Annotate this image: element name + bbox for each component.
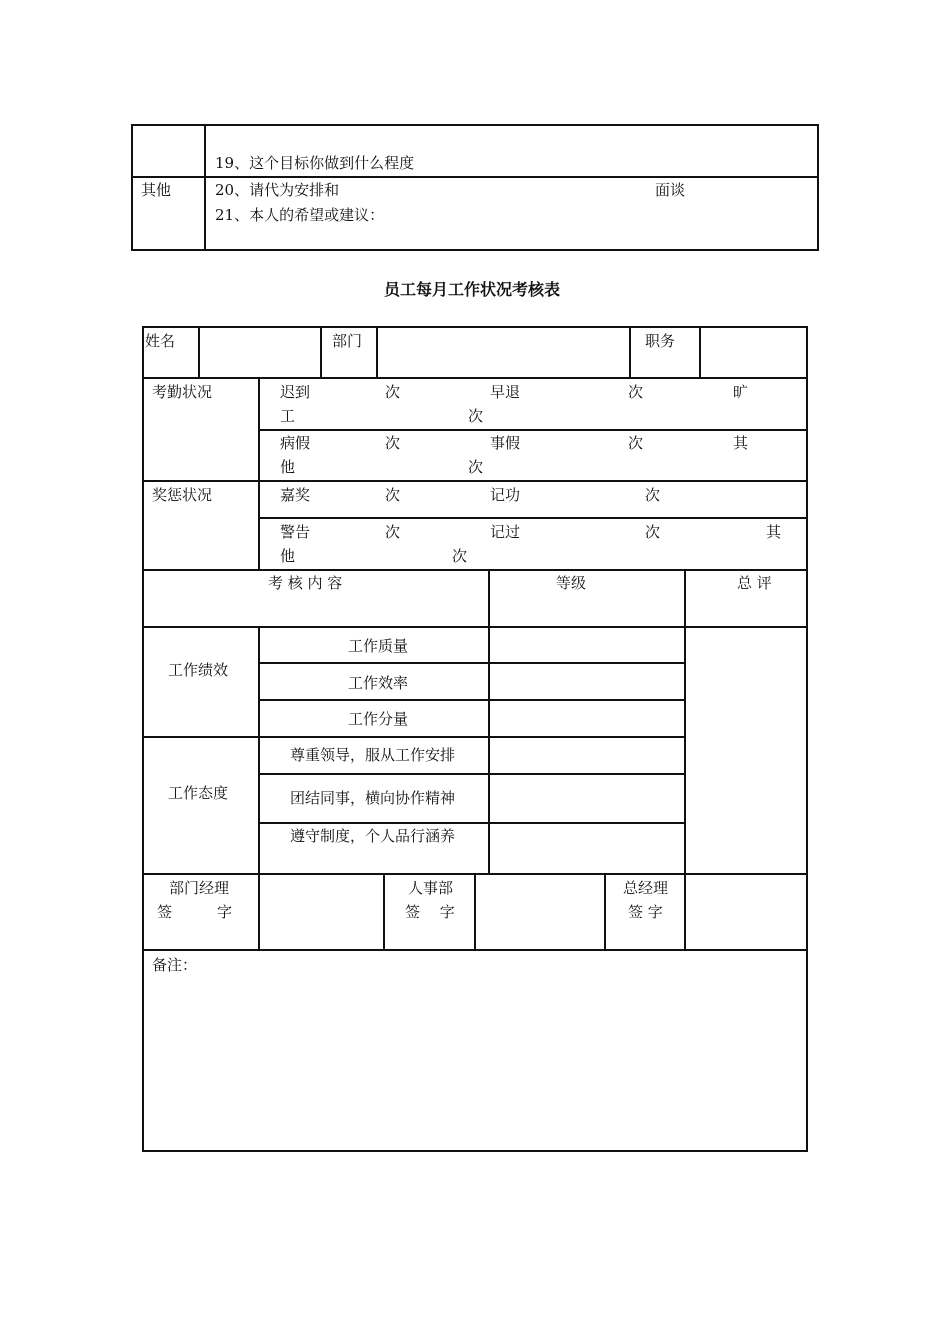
item-21-text: 21、本人的希望或建议： (215, 206, 385, 224)
merit-label: 记功 (490, 486, 521, 504)
times-unit: 次 (468, 458, 484, 476)
dept-field[interactable] (379, 329, 628, 376)
dept-manager-label: 部门经理 (169, 879, 230, 897)
dept-manager-signature-field[interactable] (261, 876, 382, 948)
overall-field[interactable] (687, 629, 805, 872)
times-unit: 次 (645, 523, 661, 541)
personal-leave-label: 事假 (490, 434, 521, 452)
hr-signature-field[interactable] (477, 876, 603, 948)
times-unit: 次 (385, 486, 401, 504)
times-unit: 次 (628, 383, 644, 401)
item-20-suffix: 面谈 (655, 181, 686, 199)
sick-leave-label: 病假 (280, 434, 311, 452)
efficiency-grade-field[interactable] (491, 665, 683, 698)
other-label-part1: 其 (733, 434, 749, 452)
item-19-text: 19、这个目标你做到什么程度 (215, 154, 415, 172)
teamwork-item: 团结同事，横向协作精神 (290, 789, 456, 807)
absent-label-part2: 工 (280, 407, 296, 425)
discipline-item: 遵守制度，个人品行涵养 (290, 827, 456, 845)
gm-sign-label: 签 字 (628, 903, 663, 921)
name-field[interactable] (201, 329, 319, 376)
quality-item: 工作质量 (348, 637, 409, 655)
gm-label: 总经理 (623, 879, 669, 897)
name-label: 姓名 (145, 332, 176, 350)
times-unit: 次 (645, 486, 661, 504)
attitude-label: 工作态度 (168, 784, 229, 802)
early-leave-label: 早退 (490, 383, 521, 401)
times-unit: 次 (385, 383, 401, 401)
late-label: 迟到 (280, 383, 311, 401)
hr-sign-label: 签 字 (405, 903, 455, 921)
times-unit: 次 (468, 407, 484, 425)
workload-grade-field[interactable] (491, 702, 683, 735)
content-header: 考 核 内 容 (268, 574, 343, 592)
teamwork-grade-field[interactable] (491, 776, 683, 821)
rewards-label: 奖惩状况 (152, 486, 213, 504)
position-label: 职务 (645, 332, 676, 350)
remarks-field[interactable] (145, 978, 805, 1148)
performance-label: 工作绩效 (168, 661, 229, 679)
respect-grade-field[interactable] (491, 739, 683, 772)
quality-grade-field[interactable] (491, 629, 683, 661)
discipline-grade-field[interactable] (491, 825, 683, 872)
efficiency-item: 工作效率 (348, 674, 409, 692)
warning-label: 警告 (280, 523, 311, 541)
times-unit: 次 (452, 547, 468, 565)
demerit-label: 记过 (490, 523, 521, 541)
gm-signature-field[interactable] (687, 876, 805, 948)
item-20-text: 20、请代为安排和 (215, 181, 340, 199)
other-label-part1: 其 (766, 523, 782, 541)
hr-label: 人事部 (408, 879, 454, 897)
absent-label-part1: 旷 (733, 383, 749, 401)
grade-header: 等级 (556, 574, 587, 592)
times-unit: 次 (385, 434, 401, 452)
overall-header: 总 评 (737, 574, 772, 592)
form-title: 员工每月工作状况考核表 (384, 280, 561, 299)
times-unit: 次 (628, 434, 644, 452)
other-label: 其他 (141, 181, 172, 199)
times-unit: 次 (385, 523, 401, 541)
praise-label: 嘉奖 (280, 486, 311, 504)
respect-item: 尊重领导，服从工作安排 (290, 746, 456, 764)
position-field[interactable] (702, 329, 805, 376)
workload-item: 工作分量 (348, 710, 409, 728)
dept-label: 部门 (332, 332, 363, 350)
attendance-label: 考勤状况 (152, 383, 213, 401)
remarks-label: 备注： (152, 956, 198, 974)
other-label-part2: 他 (280, 547, 296, 565)
other-label-part2: 他 (280, 458, 296, 476)
dept-manager-sign-label: 签 字 (157, 903, 233, 921)
